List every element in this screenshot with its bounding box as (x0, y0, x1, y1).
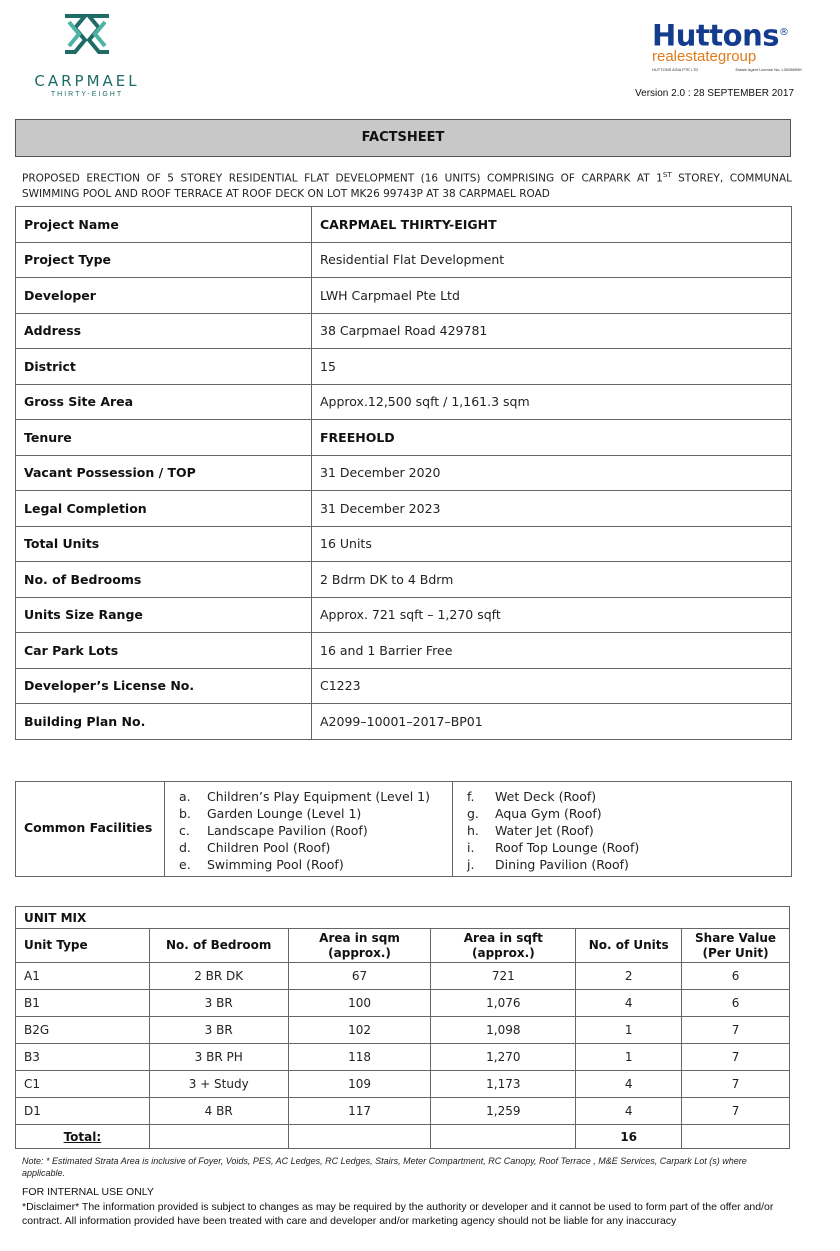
fact-row (16, 633, 792, 669)
unit-mix-cell: 1 (576, 1017, 682, 1044)
fact-label: Project Name (16, 207, 312, 243)
unit-mix-table (15, 906, 790, 1149)
unit-mix-row (16, 963, 790, 990)
unit-mix-cell: 3 BR PH (149, 1044, 288, 1071)
huttons-license: HUTTONS ASIA PTE LTD Estate Agent License No: L3008899K (652, 66, 802, 72)
carpmael-logo-sub: THIRTY-EIGHT (50, 91, 124, 98)
facility-item (467, 856, 793, 873)
unit-mix-cell: 6 (682, 990, 790, 1017)
fact-row (16, 562, 792, 598)
unit-mix-cell: 100 (288, 990, 431, 1017)
facts-table (15, 206, 792, 740)
facility-key: i. (467, 840, 475, 855)
fact-value: FREEHOLD (312, 420, 792, 456)
unit-mix-cell: 3 + Study (149, 1071, 288, 1098)
disclaimer-text: *Disclaimer* The information provided is subject to changes as may be required by the authority or developer and it cannot be used to form part of the offer and/or contract. All information provided have been treated with care and developer and/or marketing agency should not be liable for any inaccuracy (22, 1201, 774, 1227)
column-header: Unit Type (16, 929, 150, 963)
unit-mix-cell: 1 (576, 1044, 682, 1071)
empty-cell (149, 1125, 288, 1149)
unit-mix-cell: 6 (682, 963, 790, 990)
huttons-logo-name: Huttons® (652, 18, 789, 53)
fact-value: 15 (312, 349, 792, 385)
unit-mix-cell: C1 (16, 1071, 150, 1098)
fact-label: Gross Site Area (16, 384, 312, 420)
column-header: No. of Bedroom (149, 929, 288, 963)
facility-key: c. (179, 823, 190, 838)
facility-item (179, 856, 451, 873)
facility-name: Landscape Pavilion (Roof) (207, 823, 368, 838)
column-header: Area in sqft (approx.) (431, 929, 576, 963)
fact-value: A2099–10001–2017–BP01 (312, 704, 792, 740)
unit-mix-cell: A1 (16, 963, 150, 990)
unit-mix-row (16, 1098, 790, 1125)
fact-label: Building Plan No. (16, 704, 312, 740)
column-header: Share Value (Per Unit) (682, 929, 790, 963)
facilities-column-2 (452, 782, 793, 876)
unit-mix-cell: B3 (16, 1044, 150, 1071)
factsheet-banner: FACTSHEET (15, 119, 791, 157)
facility-key: h. (467, 823, 479, 838)
fact-value: 31 December 2023 (312, 491, 792, 527)
note-text: Note: * Estimated Strata Area is inclusive of Foyer, Voids, PES, AC Ledges, RC Ledges, Stairs, Meter Compartment, RC Canopy, Roof Terrace , M&E Services, Carpark Lot (s) where applicable. (22, 1156, 747, 1178)
unit-mix-cell: 118 (288, 1044, 431, 1071)
facilities-column-1 (164, 782, 451, 876)
unit-mix-title: UNIT MIX (16, 907, 790, 929)
carpmael-38-monogram-icon (57, 8, 117, 68)
unit-mix-cell: 102 (288, 1017, 431, 1044)
facility-key: j. (467, 857, 475, 872)
facility-key: a. (179, 789, 191, 804)
fact-value: 16 Units (312, 526, 792, 562)
facility-item (179, 839, 451, 856)
unit-mix-cell: 1,076 (431, 990, 576, 1017)
carpmael-logo-name: CARPMAEL (34, 72, 140, 90)
unit-mix-cell: 7 (682, 1071, 790, 1098)
unit-mix-cell: 4 (576, 1098, 682, 1125)
carpmael-logo (22, 8, 152, 98)
fact-label: District (16, 349, 312, 385)
total-units: 16 (576, 1125, 682, 1149)
unit-mix-cell: 3 BR (149, 1017, 288, 1044)
fact-label: Tenure (16, 420, 312, 456)
common-facilities-label: Common Facilities (24, 820, 153, 835)
unit-mix-cell: 2 BR DK (149, 963, 288, 990)
huttons-logo (652, 18, 802, 72)
fact-value: 38 Carpmael Road 429781 (312, 313, 792, 349)
fact-label: Address (16, 313, 312, 349)
facility-item (467, 788, 793, 805)
fact-row (16, 207, 792, 243)
fact-value: 16 and 1 Barrier Free (312, 633, 792, 669)
facility-key: d. (179, 840, 191, 855)
unit-mix-row (16, 990, 790, 1017)
fact-label: Units Size Range (16, 597, 312, 633)
internal-use-label: FOR INTERNAL USE ONLY (22, 1186, 154, 1198)
unit-mix-cell: 117 (288, 1098, 431, 1125)
unit-mix-cell: 1,098 (431, 1017, 576, 1044)
facility-name: Children’s Play Equipment (Level 1) (207, 789, 431, 804)
unit-mix-cell: 1,259 (431, 1098, 576, 1125)
fact-row (16, 313, 792, 349)
facility-name: Children Pool (Roof) (207, 840, 331, 855)
unit-mix-row (16, 1017, 790, 1044)
unit-mix-cell: 1,270 (431, 1044, 576, 1071)
fact-row (16, 242, 792, 278)
fact-value: C1223 (312, 668, 792, 704)
facility-key: f. (467, 789, 475, 804)
fact-row (16, 704, 792, 740)
common-facilities-box (15, 781, 792, 877)
empty-cell (682, 1125, 790, 1149)
facility-name: Wet Deck (Roof) (495, 789, 597, 804)
unit-mix-cell: 109 (288, 1071, 431, 1098)
fact-row (16, 384, 792, 420)
facility-name: Swimming Pool (Roof) (207, 857, 344, 872)
fact-row (16, 420, 792, 456)
unit-mix-cell: D1 (16, 1098, 150, 1125)
fact-row (16, 455, 792, 491)
empty-cell (431, 1125, 576, 1149)
fact-label: Car Park Lots (16, 633, 312, 669)
facility-item (467, 805, 793, 822)
fact-label: Vacant Possession / TOP (16, 455, 312, 491)
fact-value: 31 December 2020 (312, 455, 792, 491)
unit-mix-cell: B1 (16, 990, 150, 1017)
unit-mix-cell: 1,173 (431, 1071, 576, 1098)
fact-label: Project Type (16, 242, 312, 278)
unit-mix-cell: 4 BR (149, 1098, 288, 1125)
fact-row (16, 278, 792, 314)
fact-value: LWH Carpmael Pte Ltd (312, 278, 792, 314)
unit-mix-cell: 7 (682, 1044, 790, 1071)
version-label: Version 2.0 : 28 SEPTEMBER 2017 (635, 88, 794, 99)
empty-cell (288, 1125, 431, 1149)
facility-item (467, 822, 793, 839)
unit-mix-cell: 7 (682, 1017, 790, 1044)
fact-label: Total Units (16, 526, 312, 562)
facility-name: Roof Top Lounge (Roof) (495, 840, 640, 855)
fact-row (16, 597, 792, 633)
unit-mix-cell: 3 BR (149, 990, 288, 1017)
unit-mix-cell: 721 (431, 963, 576, 990)
facility-name: Aqua Gym (Roof) (495, 806, 602, 821)
unit-mix-row (16, 1071, 790, 1098)
fact-row (16, 526, 792, 562)
unit-mix-row (16, 1044, 790, 1071)
project-description: PROPOSED ERECTION OF 5 STOREY RESIDENTIAL FLAT DEVELOPMENT (16 UNITS) COMPRISING OF CARPARK AT 1ST STOREY, COMMUNAL SWIMMING POOL AND ROOF TERRACE AT ROOF DECK ON LOT MK26 99743P AT 38 CARPMAEL ROAD (22, 171, 792, 200)
facility-item (179, 788, 451, 805)
unit-mix-cell: 2 (576, 963, 682, 990)
facility-item (179, 822, 451, 839)
fact-label: Legal Completion (16, 491, 312, 527)
fact-value: Approx.12,500 sqft / 1,161.3 sqm (312, 384, 792, 420)
fact-value: CARPMAEL THIRTY-EIGHT (312, 207, 792, 243)
facility-name: Dining Pavilion (Roof) (495, 857, 629, 872)
unit-mix-cell: 67 (288, 963, 431, 990)
fact-label: Developer’s License No. (16, 668, 312, 704)
fact-row (16, 349, 792, 385)
facility-item (179, 805, 451, 822)
column-header: No. of Units (576, 929, 682, 963)
fact-label: No. of Bedrooms (16, 562, 312, 598)
fact-row (16, 668, 792, 704)
facility-item (467, 839, 793, 856)
unit-mix-cell: 7 (682, 1098, 790, 1125)
total-label: Total: (16, 1125, 150, 1149)
unit-mix-cell: 4 (576, 990, 682, 1017)
unit-mix-header-row (16, 929, 790, 963)
facility-name: Garden Lounge (Level 1) (207, 806, 362, 821)
unit-mix-cell: 4 (576, 1071, 682, 1098)
fact-row (16, 491, 792, 527)
fact-label: Developer (16, 278, 312, 314)
unit-mix-cell: B2G (16, 1017, 150, 1044)
facility-key: b. (179, 806, 191, 821)
column-header: Area in sqm (approx.) (288, 929, 431, 963)
fact-value: 2 Bdrm DK to 4 Bdrm (312, 562, 792, 598)
facility-key: e. (179, 857, 191, 872)
fact-value: Approx. 721 sqft – 1,270 sqft (312, 597, 792, 633)
huttons-logo-group: realestategroup (652, 47, 757, 65)
facility-key: g. (467, 806, 479, 821)
fact-value: Residential Flat Development (312, 242, 792, 278)
unit-mix-total-row (16, 1125, 790, 1149)
facility-name: Water Jet (Roof) (495, 823, 594, 838)
